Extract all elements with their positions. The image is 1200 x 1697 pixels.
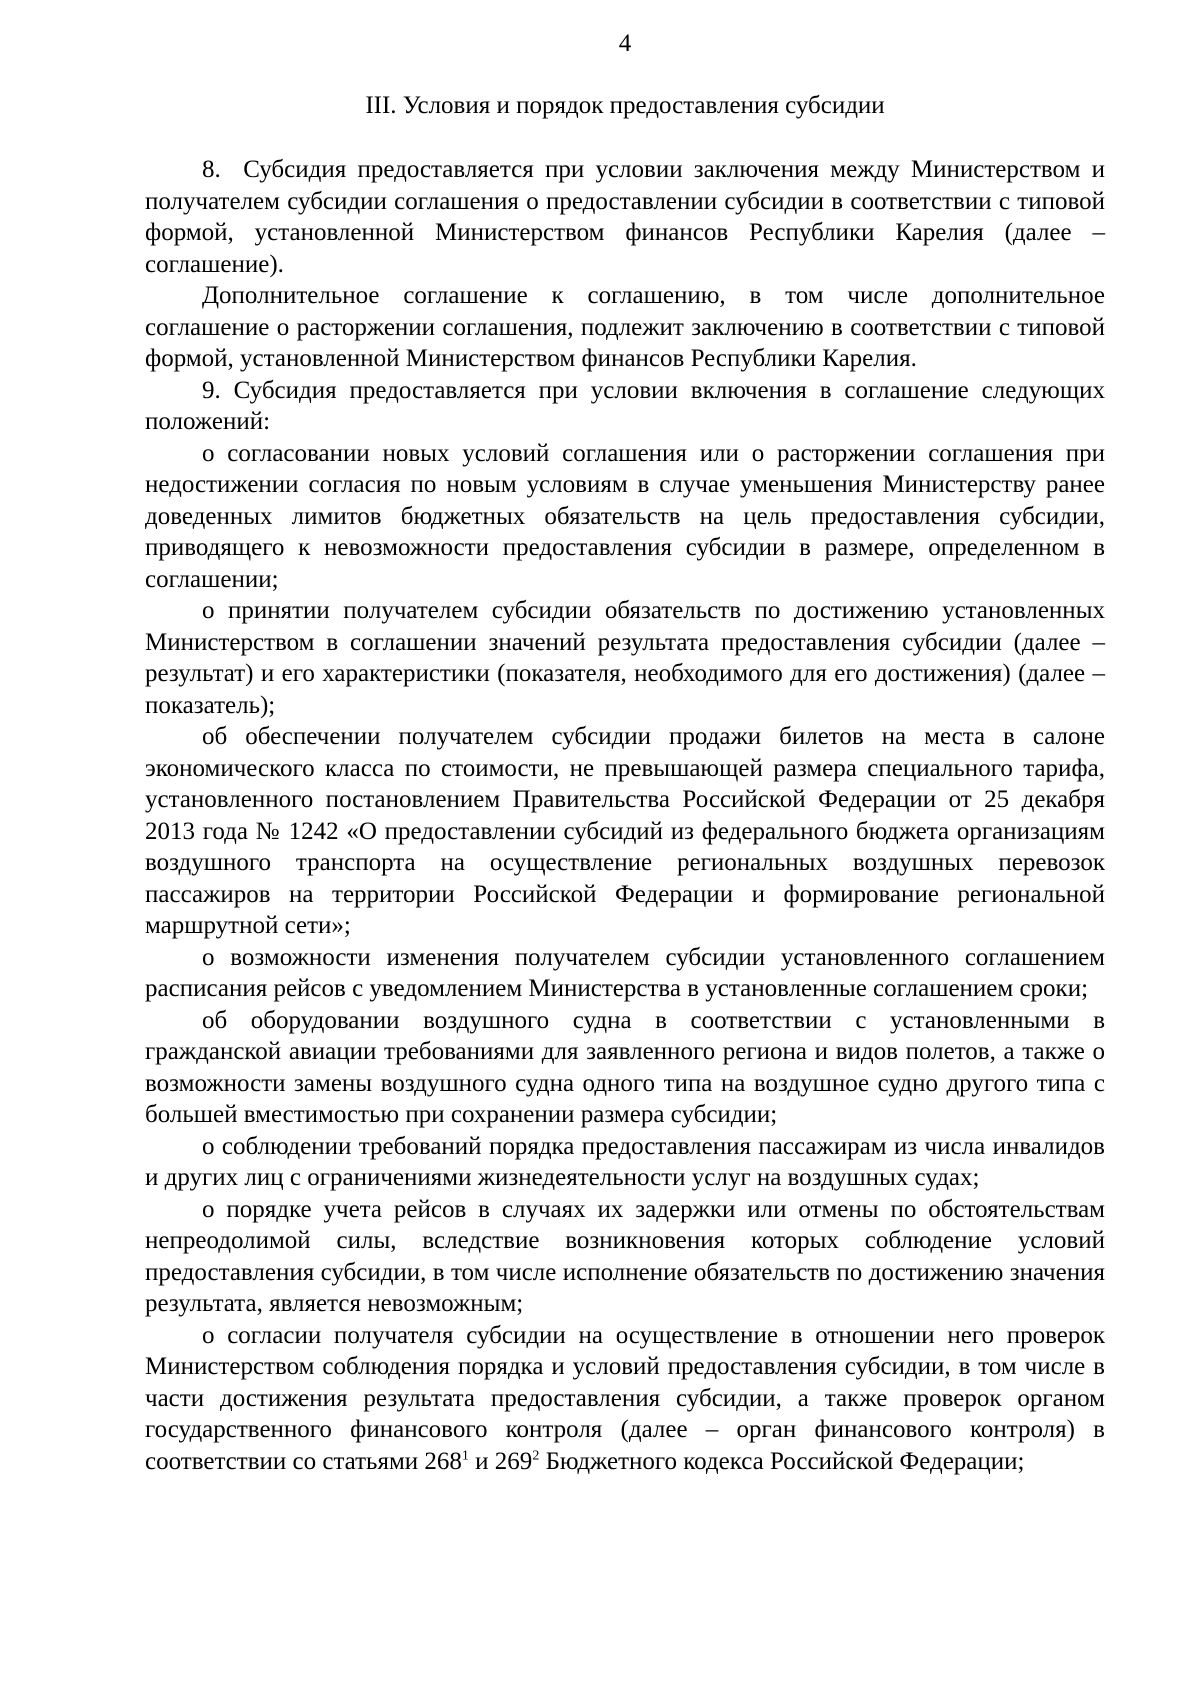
audit-text-before: о согласии получателя субсидии на осуществление в отношении него проверок Министерством соблюдения порядка и условий предоставления субсидии, в том числе в части достижения результата предоставления субсидии, а также проверок органом государственного финансового контроля (далее – орган финансового контроля) в соответствии со статьями 268 bbox=[145, 1321, 1105, 1475]
provision-schedule-change: о возможности изменения получателем субсидии установленного соглашением расписания рейсов с уведомлением Министерства в установленные соглашением сроки; bbox=[145, 943, 1105, 1002]
provision-ticket-sales: об обеспечении получателем субсидии продажи билетов на места в салоне экономического класса по стоимости, не превышающей размера специального тарифа, установленного постановлением Правительства Российской Федерации от 25 декабря 2013 года № 1242 «О предоставлении субсидий из федерального бюджета организациям воздушного транспорта на осуществление региональных воздушных перевозок пассажиров на территории Российской Федерации и формирование региональной маршрутной сети»; bbox=[145, 723, 1105, 939]
provision-new-conditions: о согласовании новых условий соглашения или о расторжении соглашения при недостижении согласия по новым условиям в случае уменьшения Министерству ранее доведенных лимитов бюджетных обязательств на цель предоставления субсидии, приводящего к невозможности предоставления субсидии в размере, определенном в соглашении; bbox=[145, 439, 1105, 593]
section-heading: III. Условия и порядок предоставления субсидии bbox=[365, 92, 885, 119]
article-superscript-1: 1 bbox=[461, 1448, 469, 1464]
provision-disabled-passengers: о соблюдении требований порядка предоставления пассажирам из числа инвалидов и других лиц с ограничениями жизнедеятельности услуг на воздушных судах; bbox=[145, 1132, 1105, 1191]
provision-audit-consent bbox=[145, 1320, 1105, 1478]
article-superscript-2: 2 bbox=[532, 1448, 540, 1464]
document-body bbox=[145, 154, 1105, 1477]
provision-aircraft-equipment: об оборудовании воздушного судна в соответствии с установленными в гражданской авиации требованиями для заявленного региона и видов полетов, а также о возможности замены воздушного судна одного типа на воздушное судно другого типа с большей вместимостью при сохранении размера субсидии; bbox=[145, 1006, 1105, 1128]
paragraph-9: 9. Субсидия предоставляется при условии включения в соглашение следующих положений: bbox=[145, 376, 1105, 435]
provision-force-majeure: о порядке учета рейсов в случаях их задержки или отмены по обстоятельствам непреодолимой силы, вследствие возникновения которых соблюдение условий предоставления субсидии, в том числе исполнение обязательств по достижению значения результата, является невозможным; bbox=[145, 1195, 1105, 1317]
page-number: 4 bbox=[618, 30, 632, 57]
paragraph-8: 8. Субсидия предоставляется при условии заключения между Министерством и получателем субсидии соглашения о предоставлении субсидии в соответствии с типовой формой, установленной Министерством финансов Республики Карелия (далее – соглашение). bbox=[145, 156, 1105, 278]
audit-text-after: Бюджетного кодекса Российской Федерации; bbox=[539, 1447, 1025, 1475]
provision-result-obligations: о принятии получателем субсидии обязательств по достижению установленных Министерством в соглашении значений результата предоставления субсидии (далее – результат) и его характеристики (показателя, необходимого для его достижения) (далее – показатель); bbox=[145, 597, 1105, 719]
audit-text-middle: и 269 bbox=[468, 1447, 533, 1475]
paragraph-additional-agreement: Дополнительное соглашение к соглашению, в том числе дополнительное соглашение о расторжении соглашения, подлежит заключению в соответствии с типовой формой, установленной Министерством финансов Республики Карелия. bbox=[145, 282, 1105, 372]
